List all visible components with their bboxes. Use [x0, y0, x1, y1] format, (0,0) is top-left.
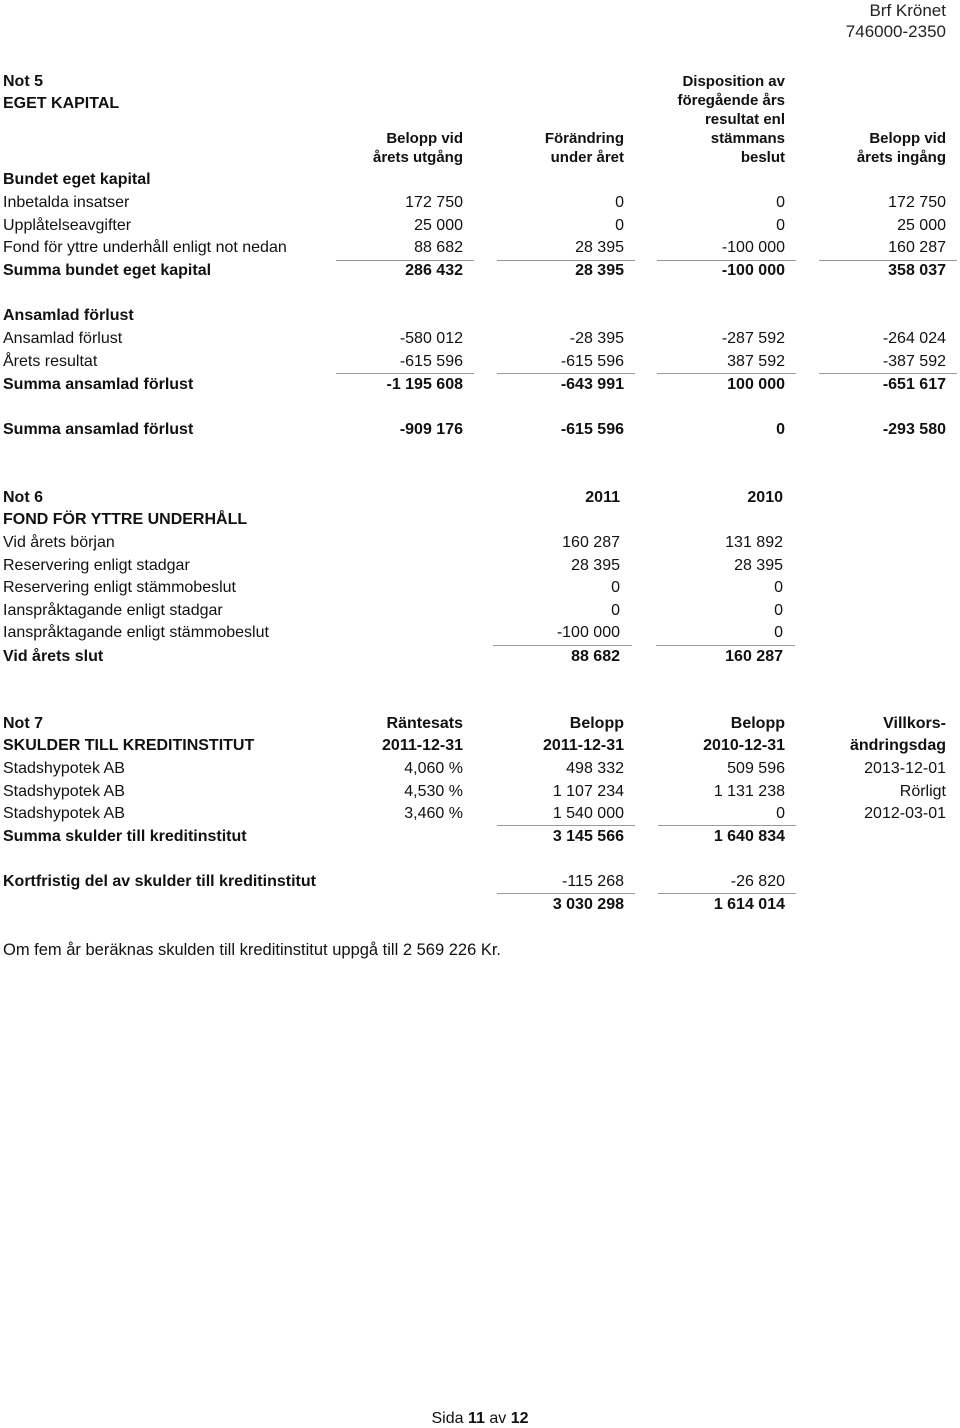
- row-label: Stadshypotek AB: [3, 782, 125, 800]
- row-value: -264 024: [882, 330, 946, 347]
- row-value: 172 750: [888, 194, 946, 211]
- row-value: -287 592: [721, 330, 785, 347]
- row-value: 160 287: [725, 648, 783, 665]
- row-value: 0: [774, 601, 783, 619]
- note5-column-header: [677, 72, 785, 167]
- row-value: -615 596: [399, 352, 463, 370]
- row-label: Summa skulder till kreditinstitut: [3, 828, 247, 845]
- row-value: 509 596: [727, 760, 785, 777]
- row-value: -100 000: [721, 262, 785, 279]
- sum-rule: [497, 893, 635, 894]
- note7-title: SKULDER TILL KREDITINSTITUT: [3, 737, 255, 754]
- row-label: Ansamlad förlust: [3, 330, 123, 347]
- row-value: 4,530 %: [404, 782, 463, 800]
- row-value: -1 195 608: [386, 376, 463, 393]
- row-value: 0: [776, 194, 785, 211]
- sum-rule: [497, 260, 635, 261]
- row-value: -115 268: [562, 873, 624, 890]
- row-value: 3 030 298: [552, 896, 624, 913]
- footer-total: 12: [510, 1410, 529, 1427]
- row-value: 25 000: [414, 216, 463, 234]
- row-value: 28 395: [575, 239, 624, 256]
- row-value: 1 640 834: [713, 828, 785, 845]
- row-value: 4,060 %: [404, 760, 463, 777]
- column-header-line: stämmans: [710, 130, 785, 147]
- row-label: Summa ansamlad förlust: [3, 421, 194, 438]
- page-footer: [0, 1410, 960, 1428]
- row-label: Summa ansamlad förlust: [3, 376, 194, 393]
- row-value: Rörligt: [899, 782, 946, 800]
- row-value: -615 596: [560, 421, 624, 438]
- row-value: 28 395: [571, 556, 620, 574]
- footer-prefix: Sida: [431, 1410, 464, 1427]
- row-value: -293 580: [882, 421, 946, 438]
- note7-column-header: Belopp: [569, 715, 624, 732]
- row-value: 0: [774, 579, 783, 597]
- row-value: -28 395: [569, 330, 624, 347]
- column-header-line: Belopp vid: [386, 130, 463, 147]
- row-label: Årets resultat: [3, 352, 98, 370]
- note6-title: FOND FÖR YTTRE UNDERHÅLL: [3, 511, 248, 528]
- row-value: 358 037: [888, 262, 946, 279]
- row-value: -580 012: [399, 330, 463, 347]
- column-header-line: årets utgång: [372, 149, 463, 166]
- row-value: 88 682: [414, 239, 463, 256]
- row-label: Fond för yttre underhåll enligt not nedan: [3, 239, 287, 256]
- row-value: 3,460 %: [404, 805, 463, 822]
- sum-rule: [336, 260, 474, 261]
- row-label: Reservering enligt stadgar: [3, 556, 190, 574]
- row-value: 0: [776, 805, 785, 822]
- row-value: 160 287: [888, 239, 946, 256]
- note6-year-header: 2011: [585, 489, 620, 506]
- row-value: -643 991: [560, 376, 624, 393]
- row-value: -26 820: [730, 873, 785, 890]
- note7-column-header: 2011-12-31: [382, 737, 463, 754]
- column-header-line: Belopp vid: [869, 130, 946, 147]
- footer-page: 11: [467, 1410, 485, 1427]
- column-header-line: under året: [550, 149, 624, 166]
- row-value: 160 287: [562, 534, 620, 551]
- column-header-line: Disposition av: [682, 73, 785, 90]
- sum-rule: [497, 373, 635, 374]
- row-value: 28 395: [575, 262, 624, 279]
- row-value: 28 395: [734, 556, 783, 574]
- row-value: -387 592: [882, 352, 946, 370]
- note7-column-header: 2010-12-31: [703, 737, 785, 754]
- row-label: Vid årets slut: [3, 648, 104, 665]
- row-value: 2012-03-01: [864, 805, 946, 822]
- row-label: Ianspråktagande enligt stämmobeslut: [3, 624, 269, 642]
- row-value: 0: [615, 194, 624, 211]
- row-label: Summa bundet eget kapital: [3, 262, 212, 279]
- sum-rule: [658, 825, 796, 826]
- row-value: -615 596: [560, 352, 624, 370]
- note7-column-header: Villkors-: [883, 715, 946, 732]
- sum-rule: [819, 373, 957, 374]
- org-number: 746000-2350: [845, 22, 946, 41]
- row-value: 1 131 238: [713, 782, 785, 800]
- row-value: 286 432: [405, 262, 463, 279]
- note5-column-header: [857, 129, 946, 167]
- row-label: Kortfristig del av skulder till kreditinstitut: [3, 873, 316, 890]
- row-value: 0: [776, 421, 785, 438]
- column-header-line: Förändring: [544, 130, 624, 147]
- row-label: Inbetalda insatser: [3, 194, 130, 211]
- sum-rule: [656, 645, 795, 646]
- row-label: Vid årets början: [3, 534, 115, 551]
- row-value: 172 750: [405, 194, 463, 211]
- note5-section2-title: Ansamlad förlust: [3, 307, 134, 324]
- column-header-line: årets ingång: [856, 149, 946, 166]
- row-label: Ianspråktagande enligt stadgar: [3, 601, 223, 619]
- row-label: Upplåtelseavgifter: [3, 216, 132, 234]
- note5-section1-title: Bundet eget kapital: [3, 171, 151, 188]
- sum-rule: [657, 260, 796, 261]
- row-value: 0: [611, 579, 620, 597]
- note5-number: Not 5: [3, 73, 43, 90]
- row-value: 100 000: [727, 376, 785, 393]
- column-header-line: föregående års: [677, 92, 785, 109]
- row-value: 387 592: [727, 352, 785, 370]
- footer-sep: av: [489, 1410, 507, 1427]
- note6-year-header: 2010: [747, 489, 783, 506]
- column-header-line: beslut: [740, 149, 785, 166]
- row-value: 0: [611, 601, 620, 619]
- row-value: -651 617: [882, 376, 946, 393]
- column-header-line: resultat enl: [704, 111, 785, 128]
- row-value: 3 145 566: [552, 828, 624, 845]
- row-label: Stadshypotek AB: [3, 805, 125, 822]
- note6-number: Not 6: [3, 489, 43, 506]
- note7-footnote: Om fem år beräknas skulden till kreditinstitut uppgå till 2 569 226 Kr.: [3, 941, 502, 959]
- row-value: 131 892: [725, 534, 783, 551]
- sum-rule: [658, 893, 796, 894]
- row-value: 1 614 014: [713, 896, 785, 913]
- row-value: 1 107 234: [552, 782, 624, 800]
- row-label: Reservering enligt stämmobeslut: [3, 579, 236, 597]
- row-value: 1 540 000: [552, 805, 624, 822]
- sum-rule: [493, 645, 632, 646]
- row-value: 25 000: [897, 216, 946, 234]
- note5-title: EGET KAPITAL: [3, 95, 120, 112]
- note7-column-header: ändringsdag: [849, 737, 946, 754]
- row-value: 0: [615, 216, 624, 234]
- row-value: 2013-12-01: [864, 760, 946, 777]
- row-value: -100 000: [556, 624, 620, 642]
- org-name: Brf Krönet: [869, 1, 946, 20]
- note5-column-header: [373, 129, 463, 167]
- row-value: 0: [776, 216, 785, 234]
- note7-column-header: 2011-12-31: [543, 737, 624, 754]
- sum-rule: [336, 373, 474, 374]
- sum-rule: [497, 825, 635, 826]
- row-value: 0: [774, 624, 783, 642]
- note5-column-header: [545, 129, 624, 167]
- row-value: -100 000: [721, 239, 785, 256]
- note7-column-header: Räntesats: [386, 715, 463, 732]
- note7-column-header: Belopp: [730, 715, 785, 732]
- row-value: 88 682: [571, 648, 620, 665]
- row-value: -909 176: [399, 421, 463, 438]
- row-value: 498 332: [566, 760, 624, 777]
- sum-rule: [819, 260, 957, 261]
- sum-rule: [657, 373, 796, 374]
- note7-number: Not 7: [3, 715, 43, 732]
- row-label: Stadshypotek AB: [3, 760, 125, 777]
